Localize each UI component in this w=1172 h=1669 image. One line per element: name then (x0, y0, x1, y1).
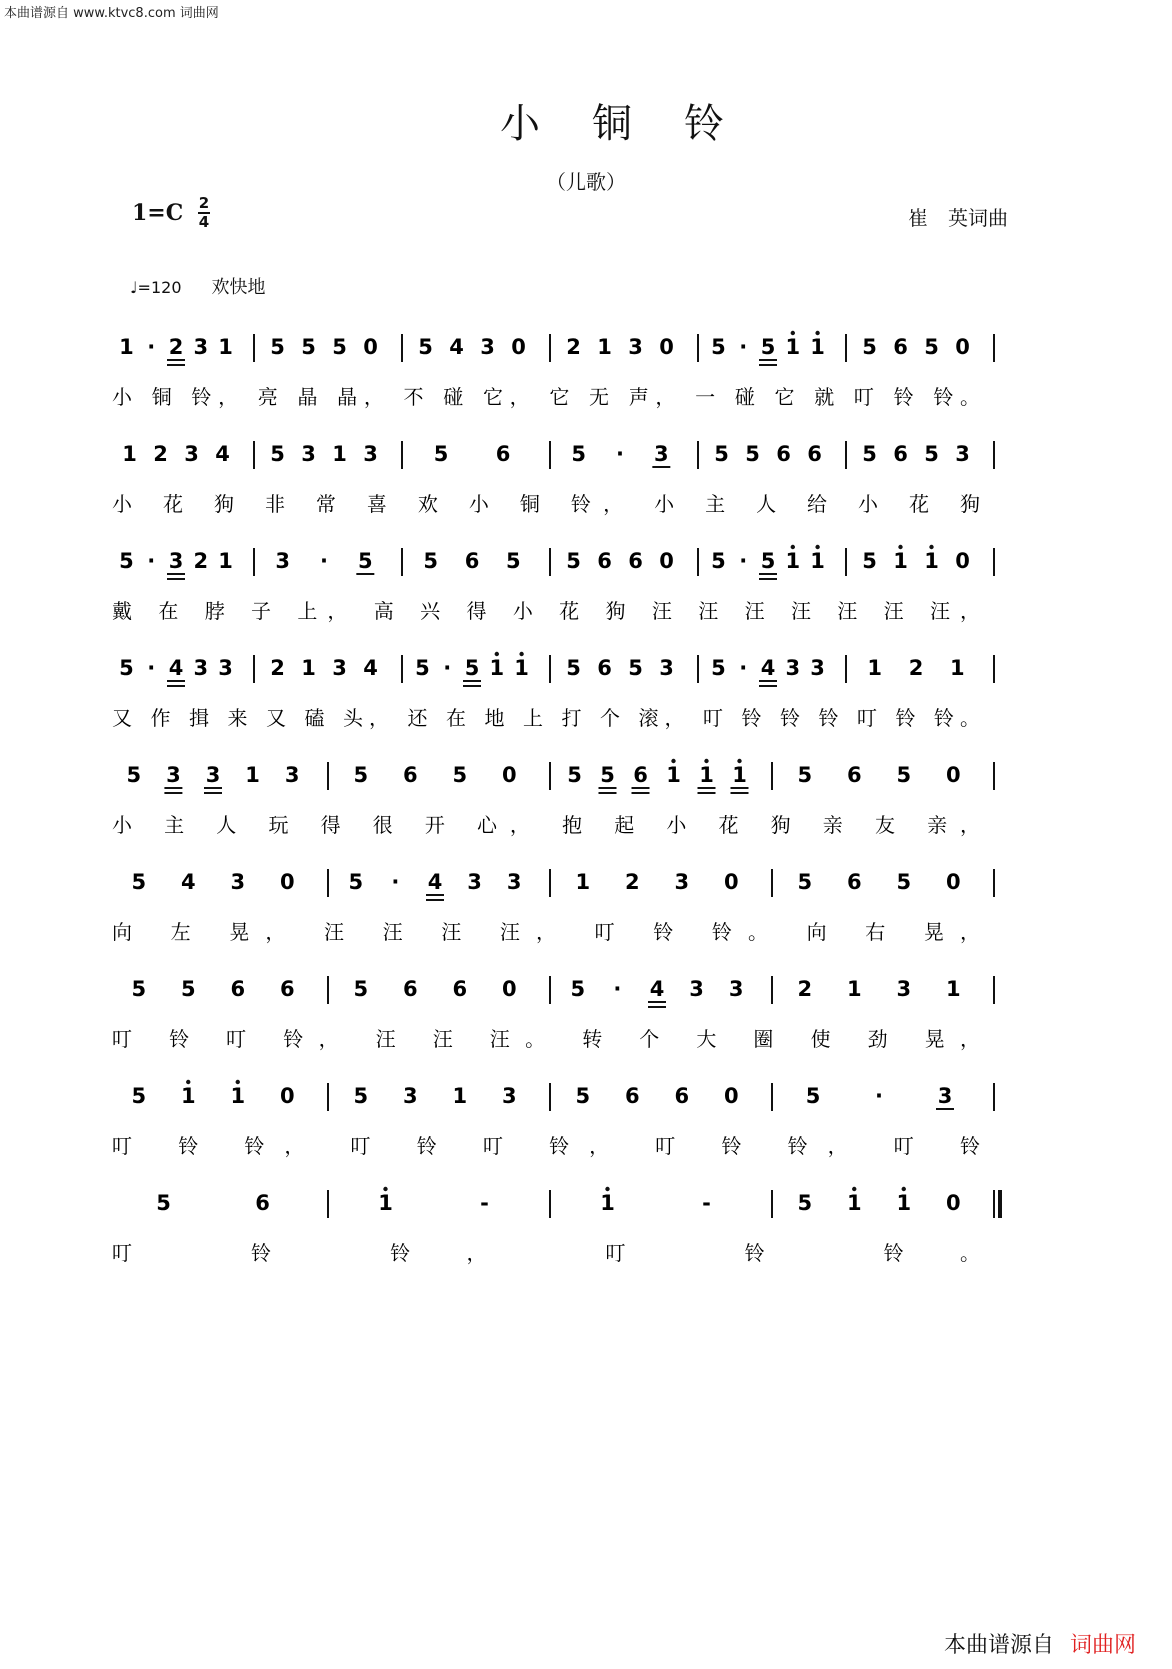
note-5: 5 (353, 1084, 369, 1108)
note-1: 1 (945, 977, 961, 1001)
octave-dot (495, 652, 499, 656)
note-5: 5 (575, 1084, 591, 1108)
composer-credit: 崔 英词曲 (908, 206, 1008, 230)
note-0: 0 (723, 870, 739, 894)
note-3: 3 (937, 1084, 953, 1108)
note-5: 5 (924, 442, 939, 466)
lyric-line: 又 作 揖 来 又 磕 头， 还 在 地 上 打 个 滚， 叮 铃 铃 铃 叮 铃 铃。 (112, 706, 980, 730)
song-title: 小铜铃 (500, 101, 776, 147)
note-dot: · (739, 549, 748, 573)
octave-dot (791, 545, 795, 549)
note-3: 3 (674, 870, 690, 894)
note-1: 1 (218, 335, 233, 359)
note-3: 3 (275, 549, 290, 573)
note-1: 1 (452, 1084, 468, 1108)
note-0: 0 (279, 1084, 295, 1108)
note-1: 1 (699, 763, 714, 787)
note-4: 4 (449, 335, 464, 359)
note-5: 5 (270, 335, 285, 359)
note-dot: · (616, 442, 624, 466)
source-watermark: 本曲谱源自 www.ktvc8.com 词曲网 (4, 6, 219, 21)
octave-dot (898, 545, 902, 549)
note-6: 6 (807, 442, 822, 466)
note-3: 3 (363, 442, 378, 466)
note-dot: · (739, 335, 748, 359)
note-4: 4 (168, 656, 184, 680)
note-6: 6 (495, 442, 511, 466)
note-6: 6 (402, 977, 418, 1001)
note-1: 1 (119, 335, 134, 359)
note-5: 5 (862, 442, 877, 466)
note-5: 5 (711, 549, 726, 573)
note-dash: - (702, 1191, 711, 1215)
note-3: 3 (284, 763, 300, 787)
note-4: 4 (363, 656, 378, 680)
note-3: 3 (230, 870, 246, 894)
note-6: 6 (633, 763, 648, 787)
expression-mark: 欢快地 (211, 277, 266, 298)
note-0: 0 (511, 335, 526, 359)
octave-dot (605, 1187, 609, 1191)
note-1: 1 (575, 870, 591, 894)
note-1: 1 (893, 549, 908, 573)
footer-credit (944, 1628, 1136, 1659)
note-1: 1 (785, 335, 801, 359)
note-5: 5 (924, 335, 939, 359)
note-1: 1 (489, 656, 505, 680)
note-0: 0 (723, 1084, 739, 1108)
note-3: 3 (193, 656, 209, 680)
note-1: 1 (514, 656, 529, 680)
note-5: 5 (418, 335, 433, 359)
note-5: 5 (301, 335, 316, 359)
note-6: 6 (893, 442, 908, 466)
note-4: 4 (215, 442, 230, 466)
octave-dot (815, 545, 819, 549)
note-5: 5 (805, 1084, 821, 1108)
note-dot: · (320, 549, 328, 573)
note-0: 0 (363, 335, 378, 359)
note-5: 5 (570, 977, 586, 1001)
note-1: 1 (732, 763, 747, 787)
lyric-line: 小 铜 铃， 亮 晶 晶， 不 碰 它， 它 无 声， 一 碰 它 就 叮 铃 铃。 (112, 385, 980, 409)
note-3: 3 (301, 442, 316, 466)
note-1: 1 (600, 1191, 615, 1215)
footer-site: 词曲网 (1069, 1633, 1136, 1658)
note-4: 4 (427, 870, 443, 894)
note-1: 1 (378, 1191, 393, 1215)
note-2: 2 (193, 549, 209, 573)
note-1: 1 (950, 656, 965, 680)
note-1: 1 (846, 1191, 862, 1215)
note-1: 1 (301, 656, 316, 680)
octave-dot (704, 759, 708, 763)
note-6: 6 (628, 549, 643, 573)
note-5: 5 (131, 870, 147, 894)
note-1: 1 (896, 1191, 912, 1215)
note-5: 5 (566, 656, 581, 680)
note-0: 0 (501, 977, 517, 1001)
note-6: 6 (893, 335, 908, 359)
tempo-value: ♩=120 (130, 278, 182, 297)
octave-dot (383, 1187, 387, 1191)
note-0: 0 (279, 870, 295, 894)
note-0: 0 (955, 335, 970, 359)
note-3: 3 (166, 763, 181, 787)
note-5: 5 (464, 656, 480, 680)
note-2: 2 (153, 442, 168, 466)
note-6: 6 (624, 1084, 640, 1108)
note-4: 4 (760, 656, 776, 680)
note-1: 1 (245, 763, 260, 787)
note-5: 5 (131, 977, 147, 1001)
note-1: 1 (597, 335, 612, 359)
note-2: 2 (797, 977, 813, 1001)
octave-dot (186, 1080, 190, 1084)
note-3: 3 (689, 977, 704, 1001)
note-6: 6 (464, 549, 480, 573)
note-5: 5 (797, 763, 813, 787)
note-3: 3 (402, 1084, 418, 1108)
note-6: 6 (846, 763, 862, 787)
lyric-line: 叮 铃 叮 铃， 汪 汪 汪。 转 个 大 圈 使 劲 晃， (112, 1027, 980, 1051)
note-dot: · (739, 656, 748, 680)
octave-dot (671, 759, 675, 763)
note-3: 3 (955, 442, 970, 466)
song-subtitle: （儿歌） (546, 170, 626, 194)
note-5: 5 (270, 442, 285, 466)
note-5: 5 (862, 335, 877, 359)
note-3: 3 (467, 870, 482, 894)
note-6: 6 (597, 549, 612, 573)
note-3: 3 (205, 763, 221, 787)
note-5: 5 (711, 656, 726, 680)
note-5: 5 (760, 335, 776, 359)
note-3: 3 (810, 656, 825, 680)
note-0: 0 (945, 1191, 961, 1215)
note-3: 3 (785, 656, 801, 680)
note-0: 0 (945, 870, 961, 894)
note-2: 2 (908, 656, 924, 680)
time-signature-top: 2 (198, 194, 210, 212)
note-5: 5 (348, 870, 364, 894)
note-5: 5 (433, 442, 449, 466)
note-6: 6 (402, 763, 418, 787)
note-dash: - (480, 1191, 489, 1215)
note-3: 3 (168, 549, 184, 573)
note-5: 5 (119, 549, 134, 573)
note-dot: · (147, 549, 156, 573)
note-6: 6 (279, 977, 295, 1001)
time-signature-bottom: 4 (198, 213, 210, 231)
note-5: 5 (714, 442, 729, 466)
note-5: 5 (896, 763, 912, 787)
note-3: 3 (480, 335, 495, 359)
note-3: 3 (184, 442, 199, 466)
octave-dot (929, 545, 933, 549)
note-0: 0 (945, 763, 961, 787)
octave-dot (815, 331, 819, 335)
note-0: 0 (659, 549, 674, 573)
note-3: 3 (501, 1084, 517, 1108)
note-0: 0 (501, 763, 517, 787)
octave-dot (737, 759, 741, 763)
note-5: 5 (600, 763, 615, 787)
note-5: 5 (156, 1191, 171, 1215)
note-3: 3 (896, 977, 912, 1001)
note-1: 1 (924, 549, 939, 573)
note-5: 5 (797, 1191, 813, 1215)
note-dot: · (875, 1084, 883, 1108)
note-5: 5 (415, 656, 430, 680)
note-1: 1 (666, 763, 681, 787)
note-2: 2 (566, 335, 581, 359)
note-5: 5 (862, 549, 877, 573)
lyric-line: 小 主 人 玩 得 很 开 心， 抱 起 小 花 狗 亲 友 亲， (112, 813, 980, 837)
note-dot: · (391, 870, 400, 894)
octave-dot (791, 331, 795, 335)
note-5: 5 (760, 549, 776, 573)
note-5: 5 (119, 656, 134, 680)
note-5: 5 (131, 1084, 147, 1108)
note-5: 5 (797, 870, 813, 894)
note-3: 3 (332, 656, 347, 680)
note-1: 1 (332, 442, 347, 466)
note-1: 1 (230, 1084, 246, 1108)
note-dot: · (147, 335, 156, 359)
lyric-line: 小 花 狗 非 常 喜 欢 小 铜 铃， 小 主 人 给 小 花 狗 (112, 492, 980, 516)
note-5: 5 (571, 442, 586, 466)
note-5: 5 (896, 870, 912, 894)
note-5: 5 (353, 763, 369, 787)
note-1: 1 (846, 977, 862, 1001)
octave-dot (519, 652, 523, 656)
note-1: 1 (218, 549, 233, 573)
note-5: 5 (423, 549, 438, 573)
note-3: 3 (506, 870, 522, 894)
note-5: 5 (452, 763, 468, 787)
note-3: 3 (218, 656, 233, 680)
note-2: 2 (168, 335, 184, 359)
note-dot: · (443, 656, 452, 680)
note-5: 5 (628, 656, 643, 680)
note-6: 6 (674, 1084, 690, 1108)
note-0: 0 (659, 335, 674, 359)
note-1: 1 (785, 549, 801, 573)
note-dot: · (613, 977, 622, 1001)
note-6: 6 (846, 870, 862, 894)
note-5: 5 (180, 977, 196, 1001)
note-6: 6 (230, 977, 246, 1001)
octave-dot (236, 1080, 240, 1084)
note-3: 3 (628, 335, 643, 359)
note-dot: · (147, 656, 156, 680)
octave-dot (902, 1187, 906, 1191)
note-3: 3 (654, 442, 669, 466)
lyric-line: 叮 铃 铃， 叮 铃 铃。 (112, 1241, 980, 1265)
note-5: 5 (711, 335, 726, 359)
note-6: 6 (597, 656, 612, 680)
note-5: 5 (358, 549, 373, 573)
note-6: 6 (255, 1191, 270, 1215)
note-3: 3 (728, 977, 744, 1001)
note-1: 1 (867, 656, 882, 680)
note-1: 1 (810, 549, 825, 573)
note-6: 6 (776, 442, 791, 466)
note-2: 2 (270, 656, 285, 680)
note-1: 1 (180, 1084, 196, 1108)
note-5: 5 (506, 549, 521, 573)
note-5: 5 (567, 763, 582, 787)
note-0: 0 (955, 549, 970, 573)
note-4: 4 (180, 870, 196, 894)
note-5: 5 (126, 763, 142, 787)
octave-dot (852, 1187, 856, 1191)
note-2: 2 (624, 870, 640, 894)
note-5: 5 (745, 442, 760, 466)
note-4: 4 (649, 977, 665, 1001)
lyric-line: 向 左 晃， 汪 汪 汪 汪， 叮 铃 铃。 向 右 晃， (112, 920, 980, 944)
key-signature: 1=C (132, 200, 184, 226)
note-5: 5 (332, 335, 347, 359)
footer-source: 本曲谱源自 (943, 1633, 1054, 1658)
note-5: 5 (353, 977, 369, 1001)
note-1: 1 (810, 335, 825, 359)
note-3: 3 (193, 335, 209, 359)
note-1: 1 (122, 442, 137, 466)
note-3: 3 (659, 656, 674, 680)
lyric-line: 戴 在 脖 子 上， 高 兴 得 小 花 狗 汪 汪 汪 汪 汪 汪 汪， (112, 599, 980, 623)
note-5: 5 (566, 549, 581, 573)
lyric-line: 叮 铃 铃， 叮 铃 叮 铃， 叮 铃 铃， 叮 铃 (112, 1134, 980, 1158)
note-6: 6 (452, 977, 468, 1001)
